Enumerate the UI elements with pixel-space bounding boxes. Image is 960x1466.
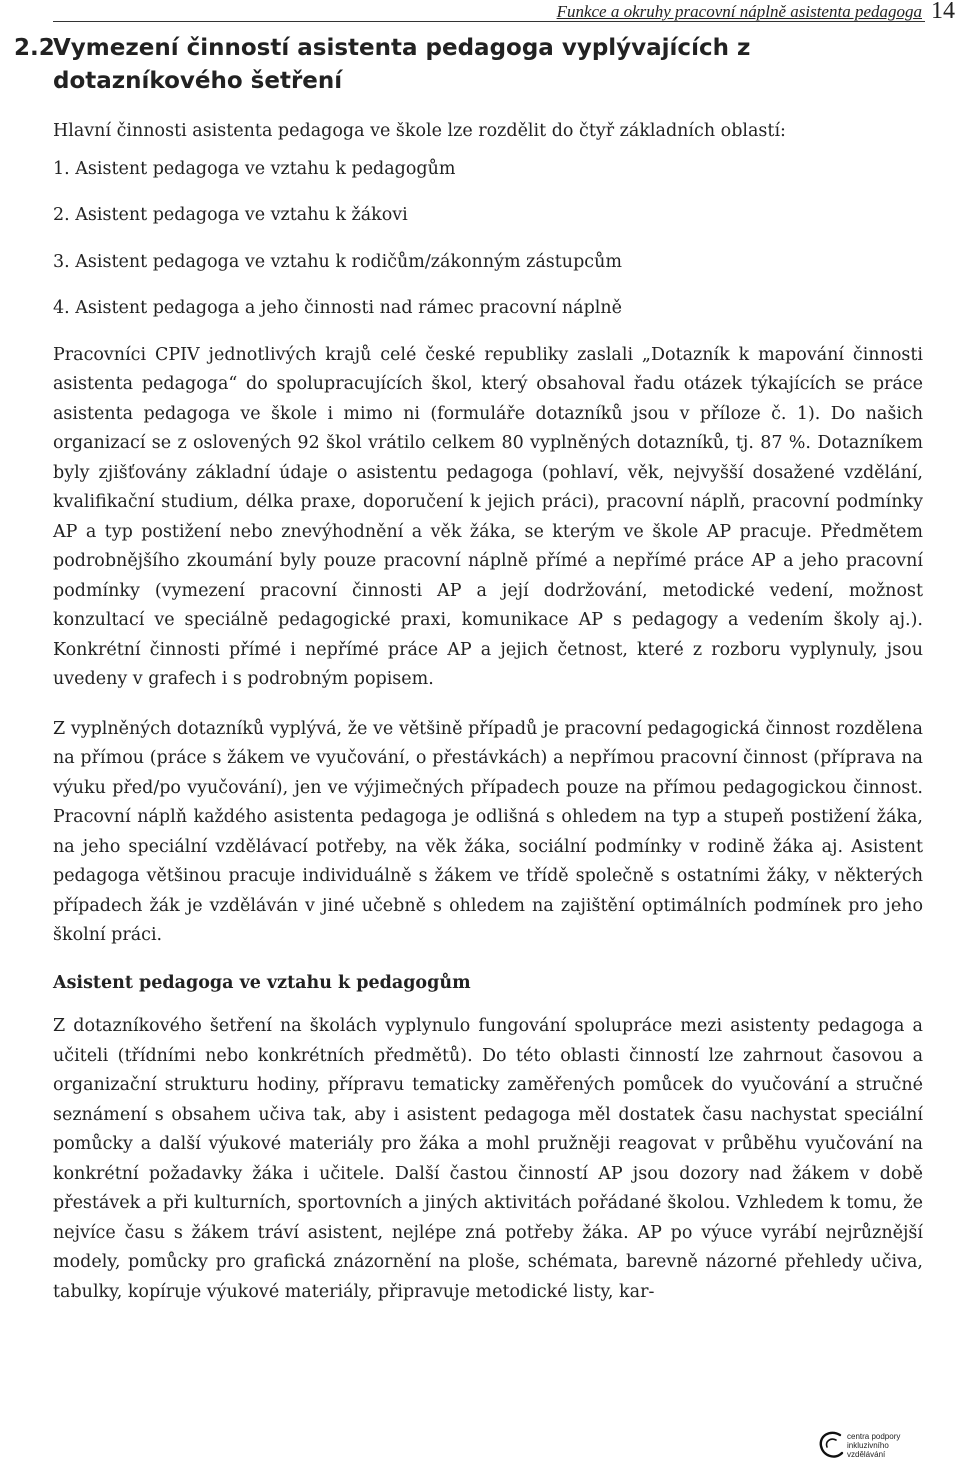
- paragraph: Pracovníci CPIV jednotlivých krajů celé české republiky zaslali „Dotazník k mapování činnosti asistenta pedagoga“ do spolupracujících škol, který obsahoval řadu otázek týkajících se práce asistenta pedagoga ve škole i mimo ni (formuláře dotazníků jsou v příloze č. 1). Do našich organizací se z oslovených 92 škol vrátilo celkem 80 vyplněných dotazníků, tj. 87 %. Dotazníkem byly zjišťovány základní údaje o asistentu pedagoga (pohlaví, věk, nejvyšší dosažené vzdělání, kvalifikační studium, délka praxe, doporučení k jejich práci), pracovní náplň, pracovní podmínky AP a typ postižení nebo znevýhodnění a věk žáka, se kterým ve škole AP pracuje. Předmětem podrobnějšího zkoumání byly pouze pracovní náplně přímé a nepřímé práce AP a jeho pracovní podmínky (vymezení pracovní činnosti AP a její dodržování, metodické vedení, možnost konzultací ve speciálně pedagogické praxi, komunikace AP s pedagogy a vedením školy aj.). Konkrétní činnosti přímé i nepřímé práce AP a jejich četnost, které z rozboru vyplynuly, jsou uvedeny v grafech i s podrobným popisem.: [53, 344, 923, 689]
- section-title: Vymezení činností asistenta pedagoga vyplývajících z dotazníkového šetření: [53, 35, 751, 94]
- section-heading: [14, 32, 934, 98]
- logo-line: centra podpory: [847, 1431, 901, 1441]
- subsection-heading: Asistent pedagoga ve vztahu k pedagogům: [53, 972, 471, 993]
- logo-text: [847, 1432, 924, 1459]
- list-item: 3. Asistent pedagoga ve vztahu k rodičům/zákonným zástupcům: [53, 251, 622, 272]
- running-title: Funkce a okruhy pracovní náplně asistenta pedagoga: [556, 2, 922, 21]
- paragraph: Z vyplněných dotazníků vyplývá, že ve většině případů je pracovní pedagogická činnost rozdělena na přímou (práce s žákem ve vyučování, o přestávkách) a nepřímou pracovní činnost (příprava na výuku před/po vyučování), jen ve výjimečných případech pouze na přímou pedagogickou činnost. Pracovní náplň každého asistenta pedagoga je odlišná s ohledem na typ a stupeň postižení žáka, na jeho speciální vzdělávací potřeby, na věk žáka, sociální podmínky v rodině žáka aj. Asistent pedagoga většinou pracuje individuálně s žákem ve třídě společně s ostatními žáky, v některých případech žák je vzděláván v jiné učebně s ohledem na zajištění optimálních podmínek pro jeho školní práci.: [53, 718, 923, 945]
- page-number: 14: [931, 0, 955, 24]
- list-item: 4. Asistent pedagoga a jeho činnosti nad rámec pracovní náplně: [53, 298, 623, 318]
- paragraph: Z dotazníkového šetření na školách vyplynulo fungování spolupráce mezi asistenty pedagoga a učiteli (třídními nebo konkrétních předmětů). Do této oblasti činností lze zahrnout časovou a organizační strukturu hodiny, přípravu tematicky zaměřených pomůcek do vyučování a stručné seznámení s obsahem učiva tak, aby i asistent pedagoga měl dostatek času nachystat speciální pomůcky a další výukové materiály pro žáka a mohl pružněji reagovat v průběhu vyučování na konkrétní požadavky žáka i učitele. Další častou činností AP jsou dozory nad žákem v době přestávek a při kulturních, sportovních a jiných aktivitách pořádané školou. Vzhledem k tomu, že nejvíce času s žákem tráví asistent, nejlépe zná potřeby žáka. AP po výuce vyrábí nejrůznější modely, pomůcky pro grafická znázornění na ploše, schémata, barevně názorné přehledy učiva, tabulky, kopíruje výukové materiály, připravuje metodické listy, kar-: [53, 1016, 923, 1302]
- cpiv-logo: [818, 1430, 924, 1460]
- logo-line: inkluzivního vzdělávání: [847, 1440, 889, 1459]
- intro-text: Hlavní činnosti asistenta pedagoga ve škole lze rozdělit do čtyř základních oblastí:: [53, 121, 786, 141]
- logo-swirl-icon: [818, 1430, 844, 1460]
- list-item: 1. Asistent pedagoga ve vztahu k pedagogům: [53, 158, 456, 179]
- areas-list: [53, 155, 923, 324]
- list-item: 2. Asistent pedagoga ve vztahu k žákovi: [53, 205, 408, 225]
- section-number: 2.2: [14, 35, 55, 61]
- page-content: [53, 117, 923, 1307]
